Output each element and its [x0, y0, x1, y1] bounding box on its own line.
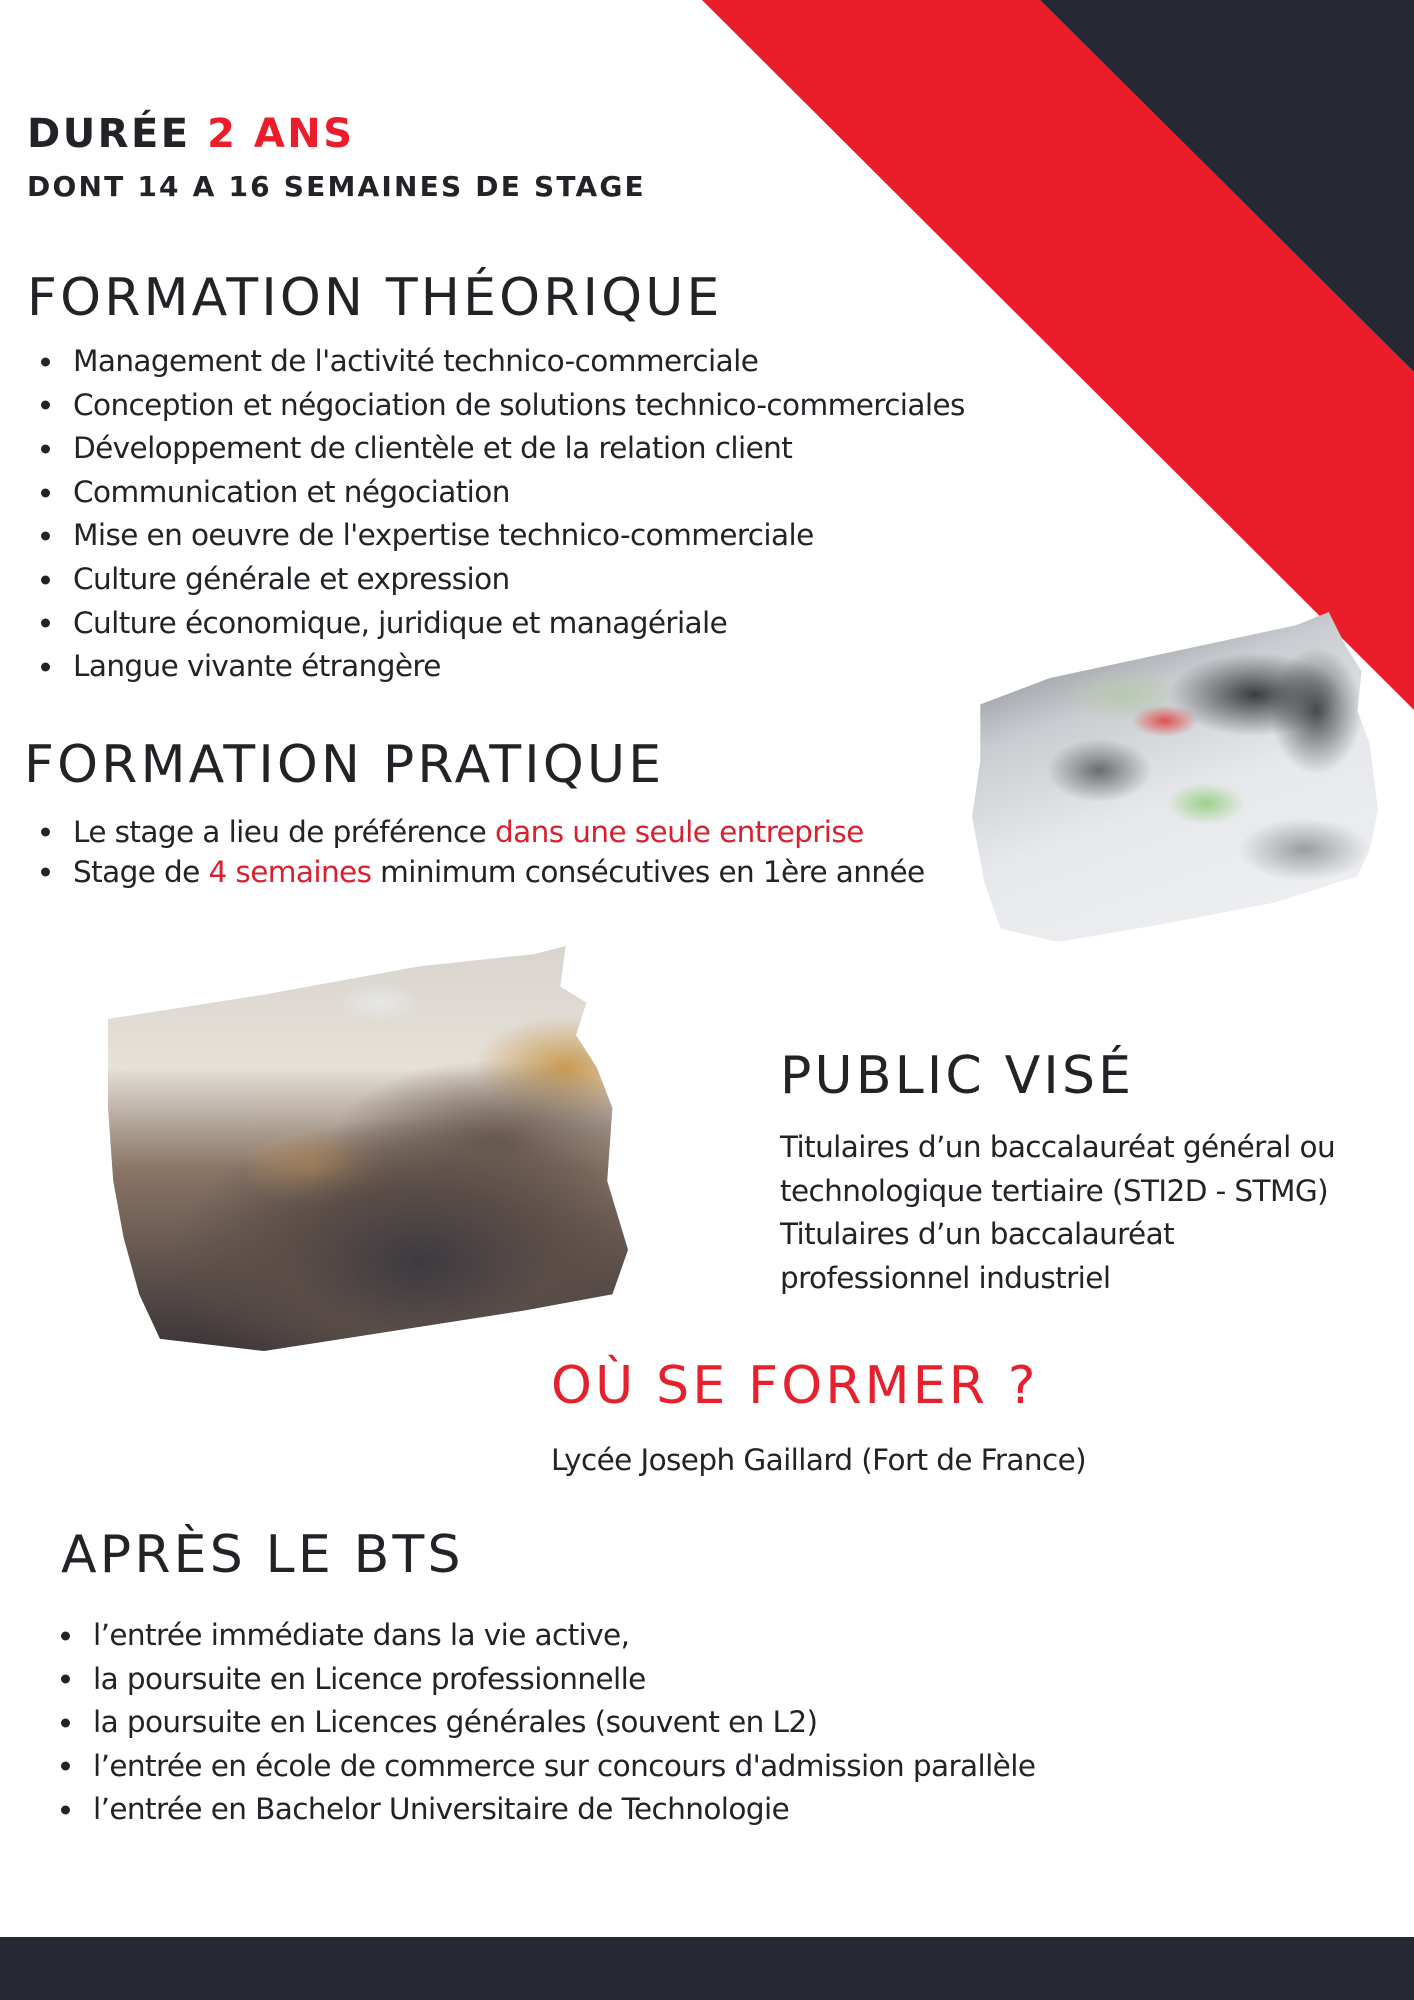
bullet-icon	[41, 868, 50, 877]
list-item: Langue vivante étrangère	[27, 645, 965, 689]
list-item: Le stage a lieu de préférence dans une seule entreprise	[27, 812, 925, 852]
bullet-icon	[61, 1718, 70, 1727]
bullet-icon	[61, 1675, 70, 1684]
bullet-icon	[41, 357, 50, 366]
public-vise-heading: PUBLIC VISÉ	[780, 1046, 1135, 1106]
apres-bts-heading: APRÈS LE BTS	[61, 1525, 464, 1585]
formation-theorique-heading: FORMATION THÉORIQUE	[27, 268, 723, 328]
list-item: Culture générale et expression	[27, 558, 965, 602]
bullet-icon	[41, 532, 50, 541]
list-item: Développement de clientèle et de la relation client	[27, 427, 965, 471]
bullet-icon	[61, 1631, 70, 1640]
bullet-icon	[41, 575, 50, 584]
bullet-icon	[61, 1762, 70, 1771]
duration-label: DURÉE	[27, 111, 191, 157]
list-item: Mise en oeuvre de l'expertise technico-commerciale	[27, 514, 965, 558]
list-item: la poursuite en Licence professionnelle	[47, 1658, 1035, 1702]
highlight-text: 4 semaines	[208, 855, 372, 889]
duration-title	[27, 108, 355, 160]
formation-theorique-list	[27, 340, 965, 689]
training-location: Lycée Joseph Gaillard (Fort de France)	[551, 1443, 1087, 1477]
bullet-icon	[41, 619, 50, 628]
bullet-icon	[41, 662, 50, 671]
formation-pratique-list	[27, 812, 925, 892]
public-vise-text: Titulaires d’un baccalauréat général ou technologique tertiaire (STI2D - STMG) Titulaires d’un baccalauréat professionnel industriel	[780, 1130, 1336, 1295]
bullet-icon	[61, 1805, 70, 1814]
bullet-icon	[41, 401, 50, 410]
highlight-text: dans une seule entreprise	[495, 815, 864, 849]
apres-bts-list	[47, 1614, 1035, 1832]
list-item: Communication et négociation	[27, 471, 965, 515]
bullet-icon	[41, 488, 50, 497]
list-item: Stage de 4 semaines minimum consécutives en 1ère année	[27, 852, 925, 892]
list-item: l’entrée en école de commerce sur concours d'admission parallèle	[47, 1745, 1035, 1789]
duration-value: 2 ANS	[207, 111, 355, 157]
ou-se-former-heading: OÙ SE FORMER ?	[551, 1356, 1039, 1416]
list-item: Culture économique, juridique et managériale	[27, 602, 965, 646]
list-item: l’entrée en Bachelor Universitaire de Technologie	[47, 1788, 1035, 1832]
list-item: Management de l'activité technico-commerciale	[27, 340, 965, 384]
lecture-hall-photo	[108, 946, 628, 1351]
duration-subtitle: DONT 14 A 16 SEMAINES DE STAGE	[27, 170, 646, 203]
footer-band	[0, 1937, 1414, 2000]
bullet-icon	[41, 828, 50, 837]
bullet-icon	[41, 444, 50, 453]
list-item: l’entrée immédiate dans la vie active,	[47, 1614, 1035, 1658]
list-item: Conception et négociation de solutions technico-commerciales	[27, 384, 965, 428]
formation-pratique-heading: FORMATION PRATIQUE	[24, 735, 665, 795]
list-item: la poursuite en Licences générales (souvent en L2)	[47, 1701, 1035, 1745]
